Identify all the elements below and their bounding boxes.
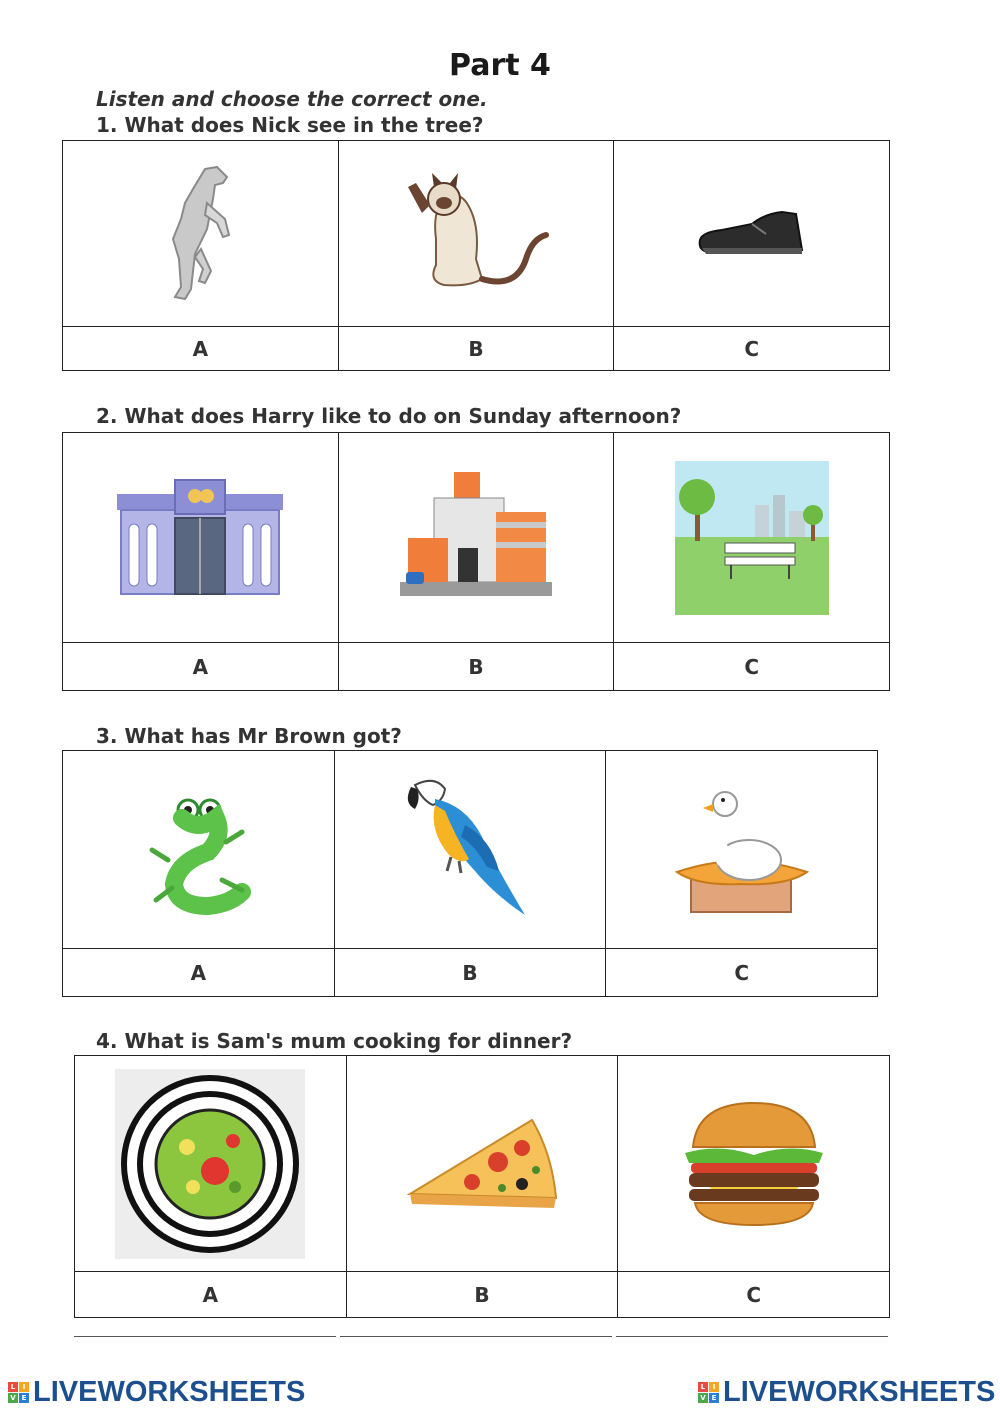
q2-option-a-picture[interactable]	[63, 433, 339, 643]
q3-option-b-picture[interactable]	[334, 751, 606, 949]
q3-option-c-label[interactable]: C	[606, 949, 878, 997]
q1-option-c-picture[interactable]	[614, 141, 890, 327]
q1-option-b-label[interactable]: B	[338, 327, 614, 371]
q2-option-a-label[interactable]: A	[63, 643, 339, 691]
q3-option-a-label[interactable]: A	[63, 949, 335, 997]
salad-icon	[115, 1069, 305, 1259]
brand-name: LIVEWORKSHEETS	[723, 1376, 996, 1408]
lizard-icon	[138, 780, 258, 920]
q2-option-c-picture[interactable]	[614, 433, 890, 643]
q4-option-a-label[interactable]: A	[75, 1272, 347, 1318]
question-1-table	[62, 140, 890, 371]
question-2-table	[62, 432, 890, 691]
question-3-table	[62, 750, 878, 997]
q3-option-c-picture[interactable]	[606, 751, 878, 949]
question-3-text: 3. What has Mr Brown got?	[96, 724, 402, 748]
instruction-text: Listen and choose the correct one.	[96, 87, 488, 111]
logo-letter: I	[19, 1382, 29, 1392]
logo-letter: E	[709, 1393, 719, 1403]
q1-option-b-picture[interactable]	[338, 141, 614, 327]
page-title: Part 4	[449, 48, 551, 83]
logo-letter: V	[698, 1393, 708, 1403]
q3-option-a-picture[interactable]	[63, 751, 335, 949]
question-4-table	[74, 1055, 890, 1318]
q1-option-a-label[interactable]: A	[63, 327, 339, 371]
brand-logo-right[interactable]	[698, 1376, 995, 1409]
question-2-text: 2. What does Harry like to do on Sunday afternoon?	[96, 404, 682, 428]
q2-option-c-label[interactable]: C	[614, 643, 890, 691]
answer-line-c	[616, 1336, 888, 1337]
q4-option-b-label[interactable]: B	[346, 1272, 618, 1318]
logo-letter: L	[698, 1382, 708, 1392]
q4-option-a-picture[interactable]	[75, 1056, 347, 1272]
duck-icon	[667, 780, 817, 920]
q4-option-b-picture[interactable]	[346, 1056, 618, 1272]
logo-letter: L	[8, 1382, 18, 1392]
q3-option-b-label[interactable]: B	[334, 949, 606, 997]
q2-option-b-label[interactable]: B	[338, 643, 614, 691]
q2-option-b-picture[interactable]	[338, 433, 614, 643]
q1-option-c-label[interactable]: C	[614, 327, 890, 371]
shoe-icon	[692, 204, 812, 264]
pizza-icon	[402, 1114, 562, 1214]
dog-icon	[145, 159, 255, 309]
answer-line-b	[340, 1336, 612, 1337]
question-4-text: 4. What is Sam's mum cooking for dinner?	[96, 1029, 573, 1053]
brand-logo-icon	[8, 1382, 29, 1403]
q4-option-c-picture[interactable]	[618, 1056, 890, 1272]
burger-icon	[679, 1099, 829, 1229]
building-icon	[396, 468, 556, 608]
brand-logo-icon	[698, 1382, 719, 1403]
logo-letter: I	[709, 1382, 719, 1392]
park-icon	[675, 461, 829, 615]
q4-option-c-label[interactable]: C	[618, 1272, 890, 1318]
cat-icon	[396, 169, 556, 299]
q1-option-a-picture[interactable]	[63, 141, 339, 327]
logo-letter: E	[19, 1393, 29, 1403]
brand-logo-left[interactable]	[8, 1376, 305, 1409]
logo-letter: V	[8, 1393, 18, 1403]
question-1-text: 1. What does Nick see in the tree?	[96, 113, 484, 137]
parrot-icon	[395, 775, 545, 925]
theatre-icon	[115, 478, 285, 598]
answer-line-a	[74, 1336, 336, 1337]
brand-name: LIVEWORKSHEETS	[33, 1376, 306, 1408]
